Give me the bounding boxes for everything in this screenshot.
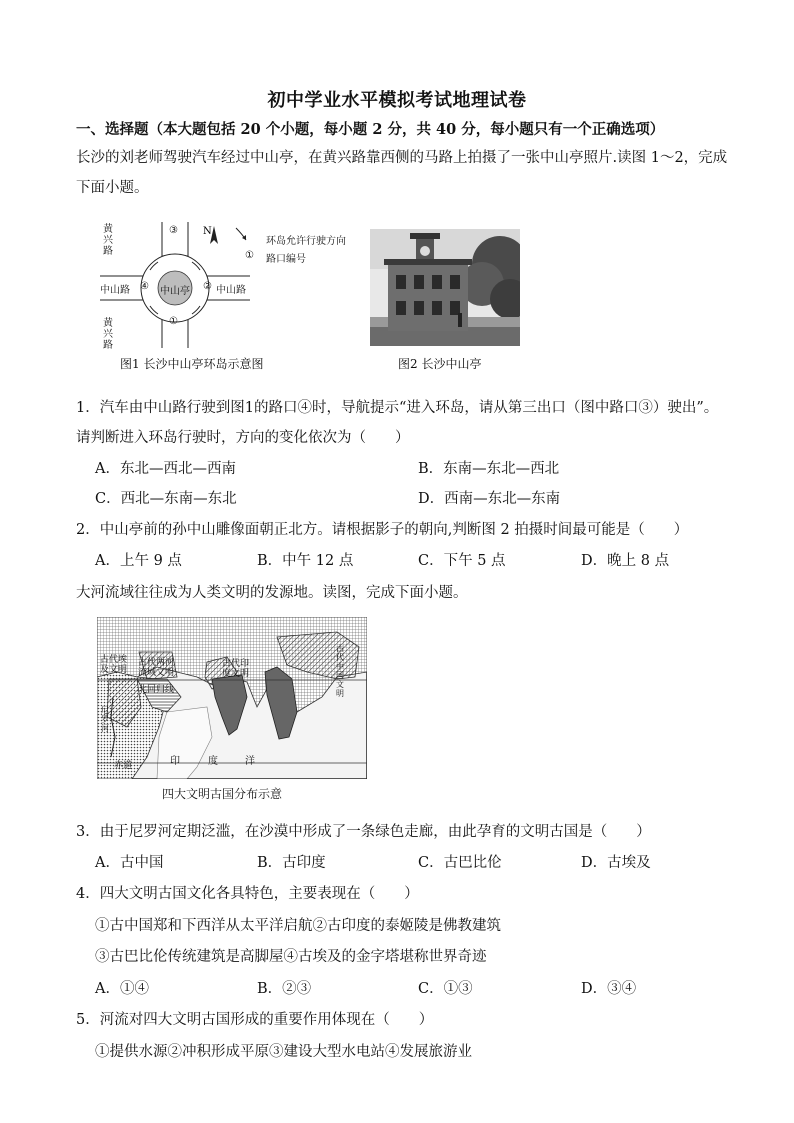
num-bottom: ①: [169, 316, 178, 327]
figure1-caption: 图1 长沙中山亭环岛示意图: [120, 357, 264, 371]
road-top-label: 黄兴路: [103, 224, 113, 257]
q4-option-d: D．③④: [581, 981, 637, 997]
map-label-nile: 尼罗河: [101, 706, 109, 733]
map-caption: 四大文明古国分布示意: [162, 787, 283, 801]
q1-stem-line2: 请判断进入环岛行驶时，方向的变化依次为（ ）: [76, 430, 410, 446]
q3-option-b: B．古印度: [257, 855, 326, 871]
q3-option-a: A．古中国: [95, 855, 164, 871]
q1-option-d: D．西南—东北—东南: [418, 491, 561, 507]
q1-option-c: C．西北—东南—东北: [95, 491, 237, 507]
map-label-ocean-2: 度: [208, 756, 218, 767]
q3-option-c: C．古巴比伦: [418, 855, 502, 871]
q1-option-b: B．东南—东北—西北: [418, 461, 560, 477]
q2-stem: 2．中山亭前的孙中山雕像面朝正北方。请根据影子的朝向,判断图 2 拍摄时间最可能是（ ）: [76, 522, 689, 538]
road-left-label: 中山路: [100, 285, 130, 296]
map-label-ocean-1: 印: [170, 756, 180, 767]
q4-option-b: B．②③: [257, 981, 312, 997]
north-label: N: [203, 226, 212, 237]
map-label-ocean-3: 洋: [245, 756, 255, 767]
q2-option-a: A．上午 9 点: [95, 553, 182, 569]
q4-option-c: C．①③: [418, 981, 473, 997]
civilizations-map: [97, 617, 367, 779]
q3-option-d: D．古埃及: [581, 855, 651, 871]
q5-item-line1: ①提供水源②冲积形成平原③建设大型水电站④发展旅游业: [95, 1044, 472, 1060]
map-label-tropic: 北回归线: [138, 685, 175, 695]
map-label-mesopotamia: 古代两河 流域文明: [138, 658, 175, 678]
legend-direction: 环岛允许行驶方向: [266, 236, 346, 247]
figure2-caption: 图2 长沙中山亭: [398, 357, 482, 371]
intro1-line2: 下面小题。: [76, 180, 149, 196]
q1-stem-line1: 1．汽车由中山路行驶到图1的路口④时，导航提示“进入环岛，请从第三出口（图中路口③）驶出”。: [76, 400, 719, 416]
intro1-line1: 长沙的刘老师驾驶汽车经过中山亭，在黄兴路靠西侧的马路上拍摄了一张中山亭照片.读图 1～2，完成: [76, 150, 728, 166]
road-bottom-label: 黄兴路: [103, 318, 113, 351]
intro2: 大河流域往往成为人类文明的发源地。读图，完成下面小题。: [76, 585, 468, 601]
num-top: ③: [169, 225, 178, 236]
section-header: 一、选择题（本大题包括 20 个小题，每小题 2 分，共 40 分，每小题只有一个正确选项）: [76, 121, 665, 138]
q4-item-line2: ③古巴比伦传统建筑是高脚屋④古埃及的金字塔堪称世界奇迹: [95, 949, 487, 965]
num-left: ④: [140, 281, 149, 292]
q4-item-line1: ①古中国郑和下西洋从太平洋启航②古印度的泰姬陵是佛教建筑: [95, 918, 501, 934]
num-right: ②: [203, 281, 212, 292]
map-label-india: 古代印 度文明: [222, 659, 250, 679]
exam-title: 初中学业水平模拟考试地理试卷: [267, 90, 527, 111]
q4-stem: 4．四大文明古国文化各具特色，主要表现在（ ）: [76, 886, 419, 902]
center-label: 中山亭: [160, 286, 190, 297]
map-label-egypt: 古代埃 及文明: [100, 655, 128, 675]
q3-stem: 3．由于尼罗河定期泛滥，在沙漠中形成了一条绿色走廊，由此孕育的文明古国是（ ）: [76, 824, 651, 840]
map-label-equator: 赤道: [114, 761, 133, 771]
road-right-label: 中山路: [216, 285, 246, 296]
legend-number: 路口编号: [266, 254, 306, 265]
map-label-china: 古代中国文明: [336, 644, 344, 698]
q4-option-a: A．①④: [95, 981, 149, 997]
q1-option-a: A．东北—西北—西南: [95, 461, 236, 477]
q2-option-c: C．下午 5 点: [418, 553, 506, 569]
q2-option-b: B．中午 12 点: [257, 553, 354, 569]
q2-option-d: D．晚上 8 点: [581, 553, 670, 569]
q5-stem: 5．河流对四大文明古国形成的重要作用体现在（ ）: [76, 1012, 434, 1028]
figure2-photo: [370, 229, 520, 346]
legend-circle-symbol: ①: [245, 250, 254, 261]
